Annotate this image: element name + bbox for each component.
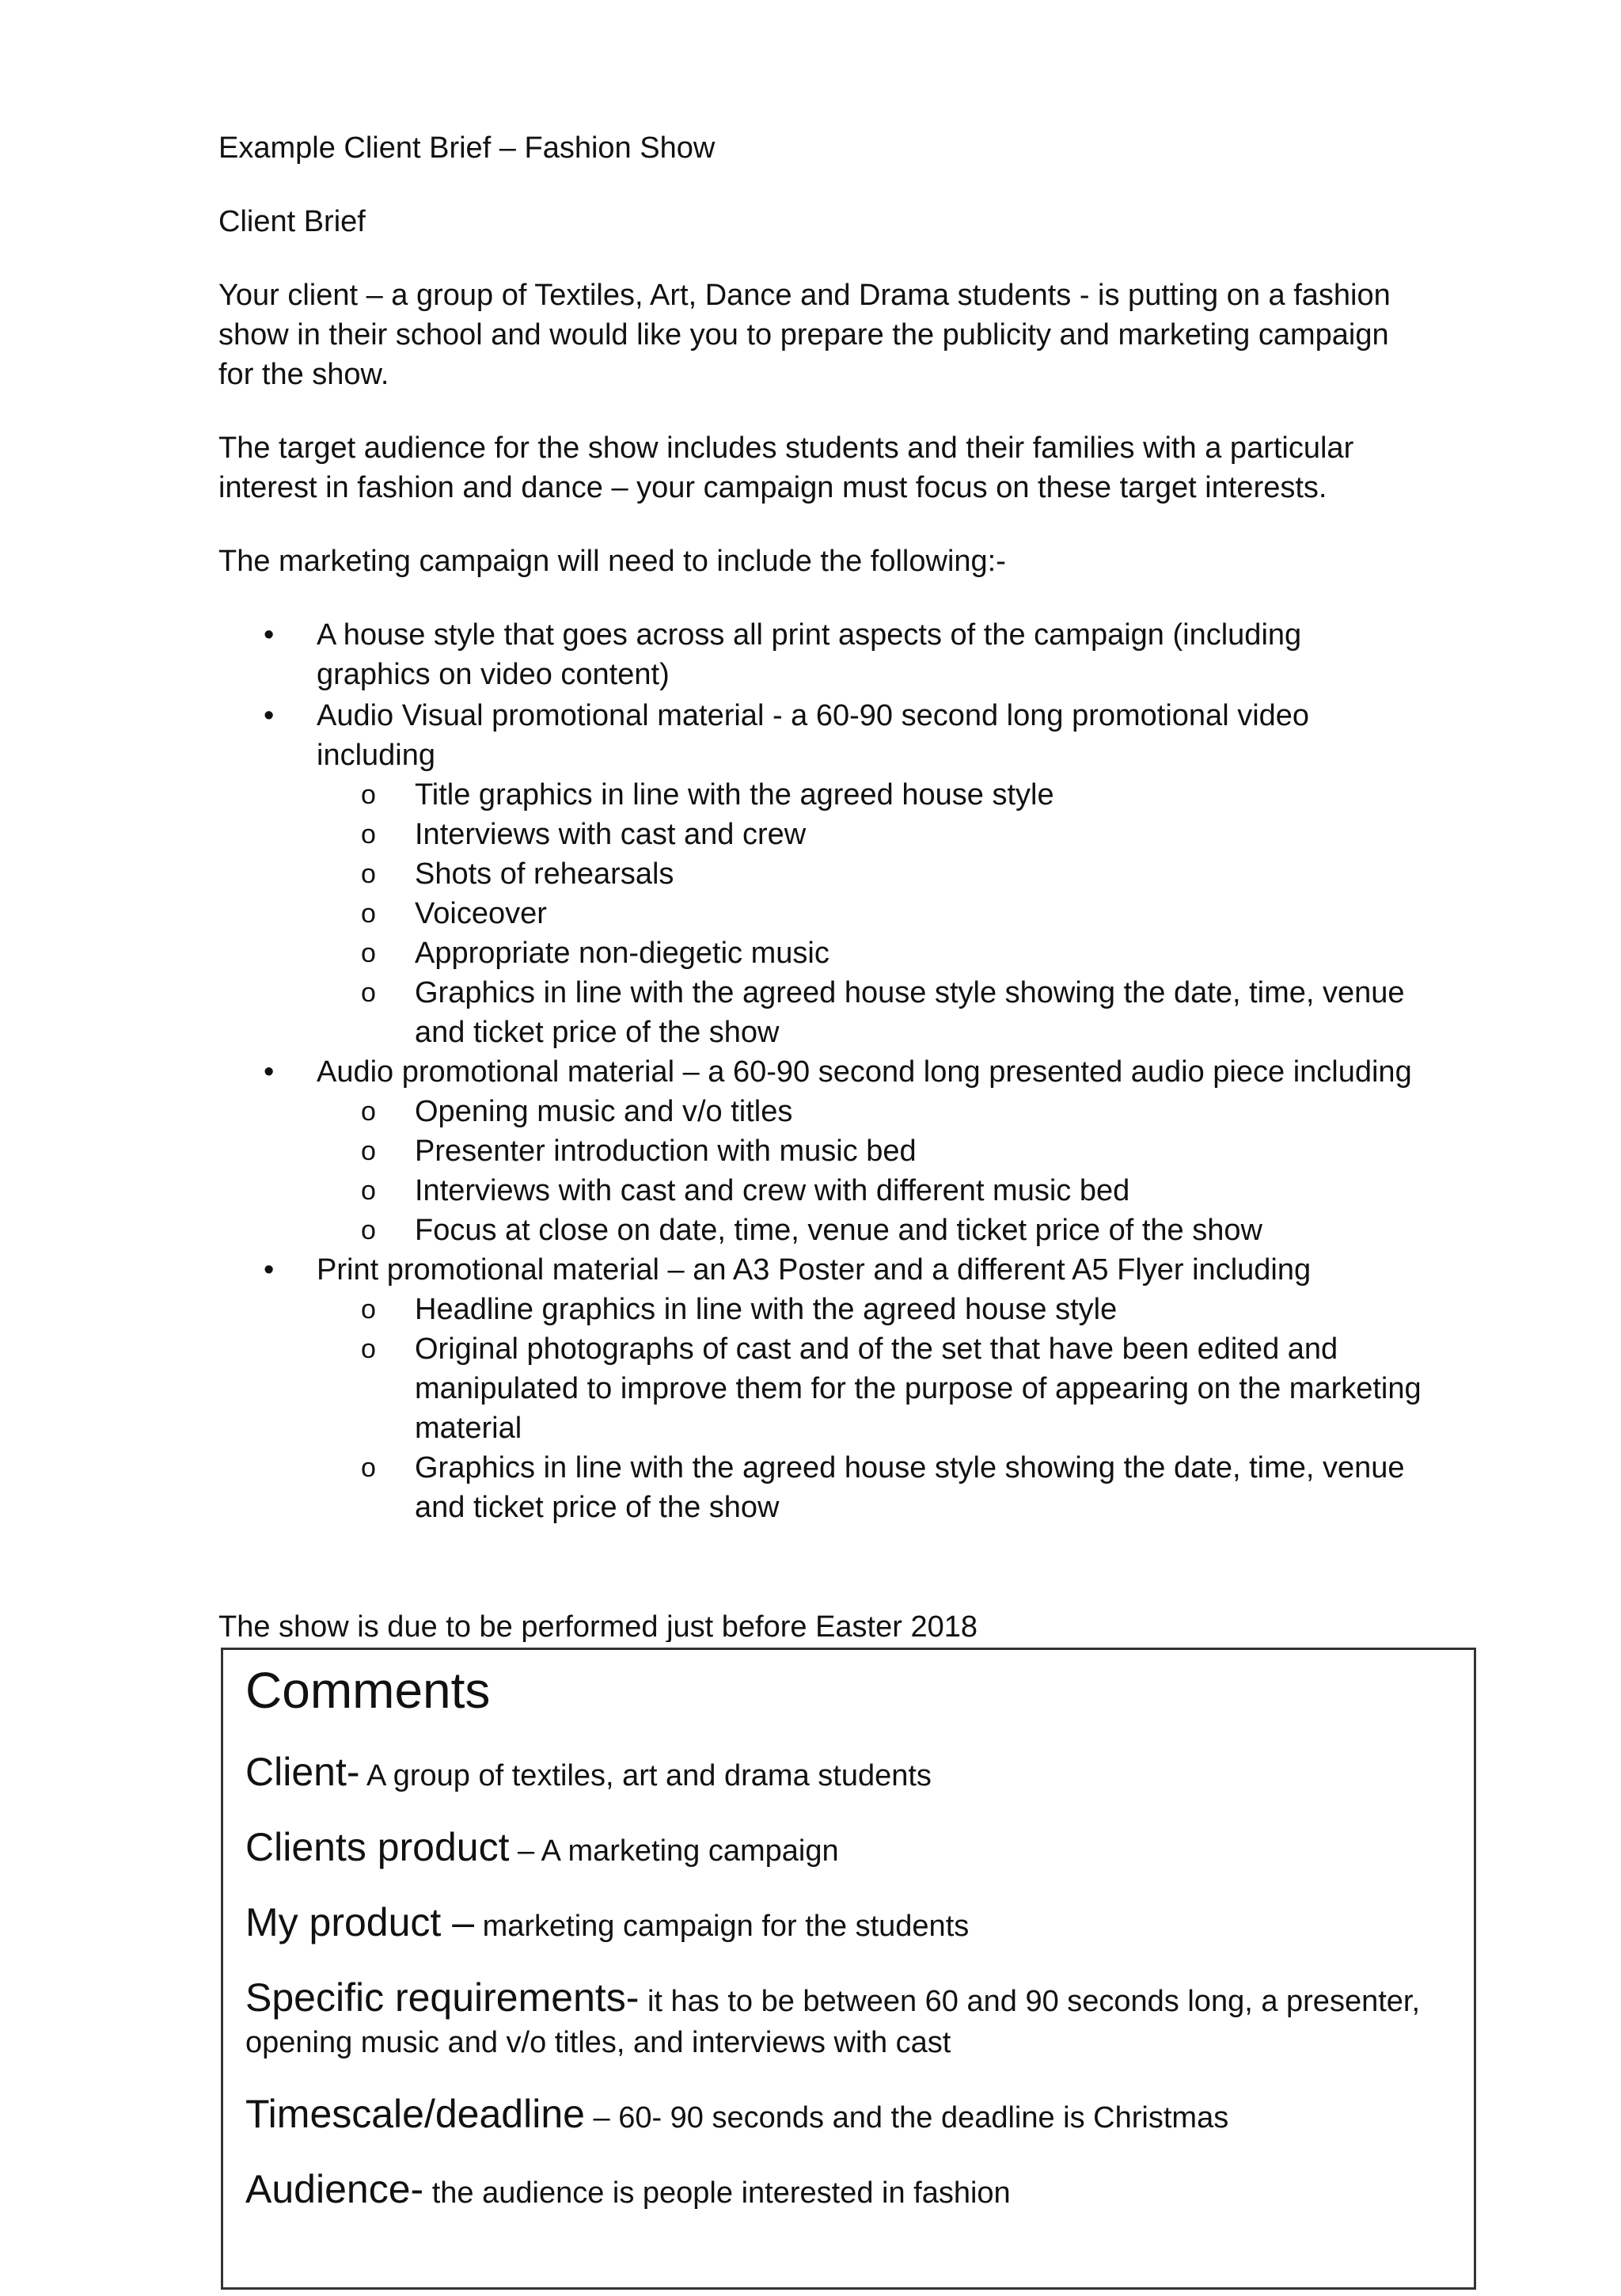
sub-list — [317, 775, 1422, 1052]
list-item: o Original photographs of cast and of the set that have been edited and manipulated to improve them for the purpose of appearing on the marketing material — [317, 1329, 1422, 1448]
comment-label: Audience- — [245, 2167, 424, 2211]
comment-label: Clients product — [245, 1825, 510, 1869]
list-item: • A house style that goes across all print aspects of the campaign (including graphics on video content) — [218, 615, 1422, 694]
list-item: • Audio promotional material – a 60-90 second long presented audio piece including o Opening music and v/o titles o Presenter introduction with music bed o Interviews with cast and crew with different music bed o Focus at close on date, time, venue and ticket price of the show — [218, 1052, 1422, 1250]
comment-value: marketing campaign for the students — [474, 1910, 970, 1943]
comment-clients-product — [245, 1827, 1452, 1872]
comment-value: 60- 90 seconds and the deadline is Christmas — [609, 2101, 1229, 2134]
brief-body — [218, 128, 1422, 1527]
closing-sentence: The show is due to be performed just before Easter 2018 — [218, 1610, 978, 1642]
comment-label: Client- — [245, 1750, 360, 1794]
comment-label: My product — [245, 1900, 442, 1944]
comment-label: Timescale/deadline — [245, 2092, 585, 2136]
comment-value: – A marketing campaign — [509, 1834, 839, 1868]
list-item: o Interviews with cast and crew with different music bed — [317, 1171, 1422, 1211]
comment-specific-requirements — [245, 1977, 1452, 2063]
comments-title: Comments — [245, 1662, 491, 1719]
list-item: o Headline graphics in line with the agreed house style — [317, 1290, 1422, 1329]
audience-paragraph: The target audience for the show includes students and their families with a particular interest in fashion and dance – your campaign must focus on these target interests. — [218, 431, 1354, 504]
list-item: o Title graphics in line with the agreed house style — [317, 775, 1422, 815]
sub-list — [317, 1092, 1422, 1250]
list-item: o Appropriate non-diegetic music — [317, 933, 1422, 973]
campaign-paragraph: The marketing campaign will need to include the following:- — [218, 545, 1006, 578]
list-item: • Audio Visual promotional material - a 60-90 second long promotional video including o Title graphics in line with the agreed house style o Interviews with cast and crew o Shots of rehearsals o Voiceover o Appropriate non-diegetic music o Graphics in line with the agreed house style showing the date, time, venue and ticket price of the show — [218, 696, 1422, 1052]
list-item: o Focus at close on date, time, venue and ticket price of the show — [317, 1211, 1422, 1250]
list-item: o Voiceover — [317, 894, 1422, 933]
comment-value: the audience is people interested in fashion — [423, 2176, 1011, 2210]
comment-value: it has to be between 60 and 90 seconds long, a presenter, opening music and v/o titles, and interviews with cast — [245, 1985, 1421, 2059]
comment-label-dash: – — [584, 2101, 610, 2134]
requirements-list — [218, 615, 1422, 1527]
document-heading: Example Client Brief – Fashion Show — [218, 131, 716, 165]
list-item: o Graphics in line with the agreed house style showing the date, time, venue and ticket price of the show — [317, 973, 1422, 1052]
list-item: o Presenter introduction with music bed — [317, 1131, 1422, 1171]
comment-client — [245, 1751, 1452, 1796]
comment-my-product — [245, 1902, 1452, 1947]
comment-label: Specific requirements- — [245, 1975, 640, 2020]
comment-label-dash: – — [441, 1900, 475, 1944]
comment-audience — [245, 2169, 1452, 2214]
list-item: o Opening music and v/o titles — [317, 1092, 1422, 1131]
list-item: o Interviews with cast and crew — [317, 815, 1422, 854]
intro-paragraph: Your client – a group of Textiles, Art, Dance and Drama students - is putting on a fashion show in their school and would like you to prepare the publicity and marketing campaign for the show. — [218, 279, 1391, 391]
document-subheading: Client Brief — [218, 205, 366, 238]
comments-box — [221, 1648, 1476, 2290]
comment-value: A group of textiles, art and drama students — [359, 1759, 932, 1792]
list-item: o Graphics in line with the agreed house style showing the date, time, venue and ticket price of the show — [317, 1448, 1422, 1527]
list-item: o Shots of rehearsals — [317, 854, 1422, 894]
sub-list — [317, 1290, 1422, 1527]
list-item: • Print promotional material – an A3 Poster and a different A5 Flyer including o Headline graphics in line with the agreed house style o Original photographs of cast and of the set that have been edited and manipulated to improve them for the purpose of appearing on the marketing material o Graphics in line with the agreed house style showing the date, time, venue and ticket price of the show — [218, 1250, 1422, 1527]
comment-timescale — [245, 2093, 1452, 2138]
